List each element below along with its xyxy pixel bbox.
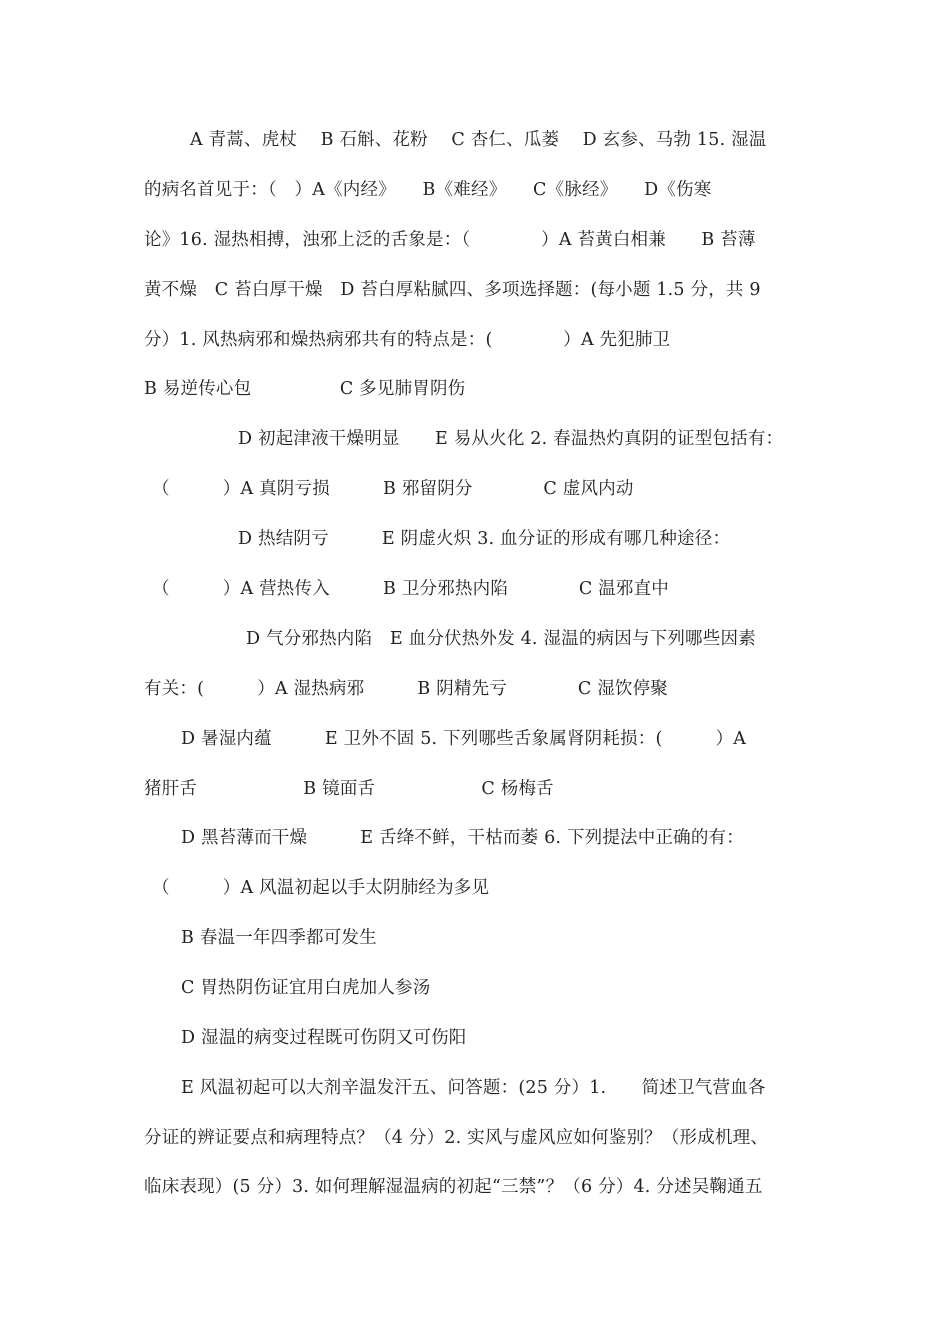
text-line-17: B 春温一年四季都可发生 xyxy=(181,928,377,948)
text-line-22: 临床表现）(5 分）3. 如何理解湿温病的初起“三禁”？（6 分）4. 分述吴鞠通五 xyxy=(144,1177,763,1197)
text-line-19: D 湿温的病变过程既可伤阴又可伤阳 xyxy=(181,1028,467,1048)
text-line-6: B 易逆传心包 C 多见肺胃阴伤 xyxy=(144,379,466,399)
text-line-2: 的病名首见于：（ ）A《内经》 B《难经》 C《脉经》 D《伤寒 xyxy=(144,180,712,200)
text-line-21: 分证的辨证要点和病理特点？（4 分）2. 实风与虚风应如何鉴别？（形成机理、 xyxy=(144,1128,769,1148)
text-line-10: （ ）A 营热传入 B 卫分邪热内陷 C 温邪直中 xyxy=(152,579,669,599)
text-line-4: 黄不燥 C 苔白厚干燥 D 苔白厚粘腻四、多项选择题：(每小题 1.5 分，共 9 xyxy=(144,280,761,300)
text-line-1: A 青蒿、虎杖 B 石斛、花粉 C 杏仁、瓜蒌 D 玄参、马勃 15. 湿温 xyxy=(190,130,767,150)
text-line-18: C 胃热阴伤证宜用白虎加人参汤 xyxy=(181,978,431,998)
text-line-8: （ ）A 真阴亏损 B 邪留阴分 C 虚风内动 xyxy=(152,479,634,499)
text-line-16: （ ）A 风温初起以手太阴肺经为多见 xyxy=(152,878,490,898)
text-line-11: D 气分邪热内陷 E 血分伏热外发 4. 湿温的病因与下列哪些因素 xyxy=(246,629,756,649)
text-line-12: 有关：( ）A 湿热病邪 B 阴精先亏 C 湿饮停聚 xyxy=(144,679,669,699)
text-line-20: E 风温初起可以大剂辛温发汗五、问答题：(25 分）1. 简述卫气营血各 xyxy=(181,1078,766,1098)
text-line-3: 论》16. 湿热相搏，浊邪上泛的舌象是：（ ）A 苔黄白相兼 B 苔薄 xyxy=(144,230,756,250)
text-line-15: D 黑苔薄而干燥 E 舌绛不鲜，干枯而萎 6. 下列提法中正确的有： xyxy=(181,828,744,848)
text-line-14: 猪肝舌 B 镜面舌 C 杨梅舌 xyxy=(144,779,554,799)
text-line-13: D 暑湿内蕴 E 卫外不固 5. 下列哪些舌象属肾阴耗损：( ）A xyxy=(181,729,747,749)
text-line-5: 分）1. 风热病邪和燥热病邪共有的特点是：( ）A 先犯肺卫 xyxy=(144,330,671,350)
text-line-7: D 初起津液干燥明显 E 易从火化 2. 春温热灼真阴的证型包括有： xyxy=(238,429,784,449)
text-line-9: D 热结阴亏 E 阴虚火炽 3. 血分证的形成有哪几种途径： xyxy=(238,529,731,549)
